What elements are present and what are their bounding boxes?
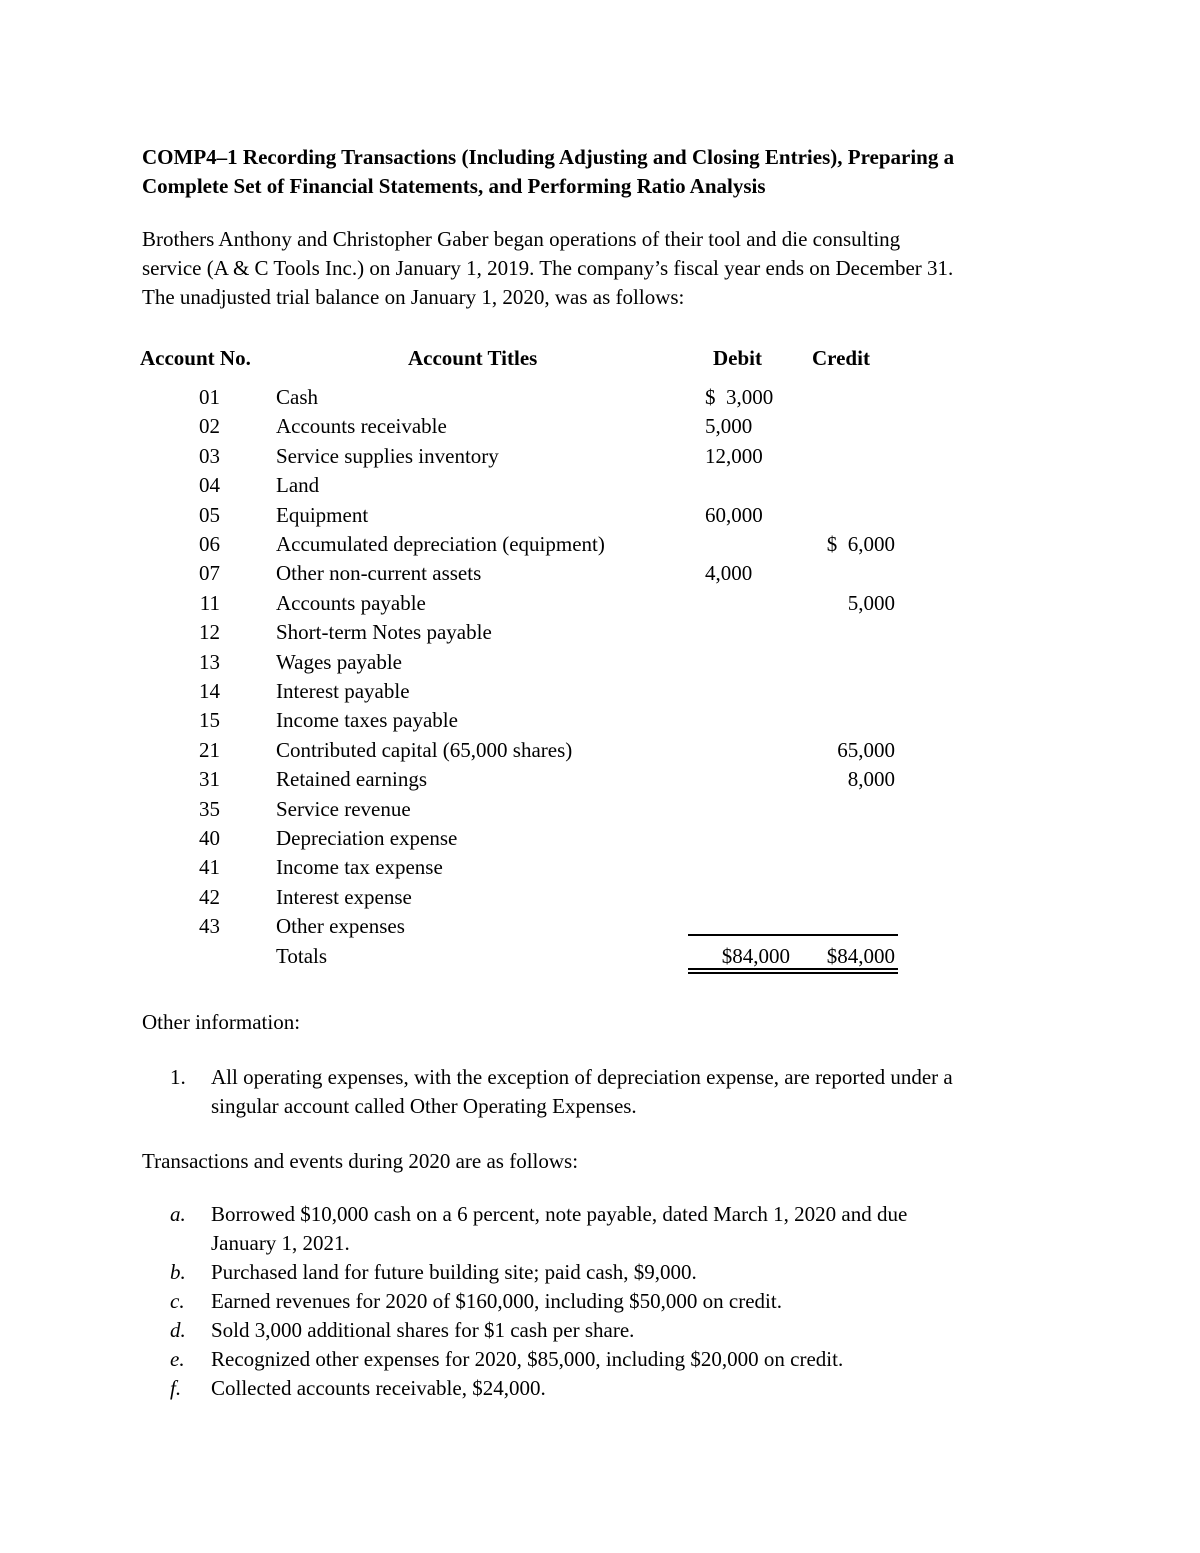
account-title: Short-term Notes payable [276, 620, 492, 645]
list-marker: d. [170, 1318, 186, 1342]
credit-amount: 65,000 [837, 737, 895, 762]
debit-amount: 60,000 [705, 502, 763, 527]
intro-line-1: Brothers Anthony and Christopher Gaber began operations of their tool and die consulting [142, 227, 901, 251]
account-number: 02 [199, 414, 220, 439]
account-number: 43 [199, 914, 220, 939]
account-title: Interest payable [276, 679, 410, 703]
table-row [0, 765, 1200, 794]
list-marker: e. [170, 1347, 185, 1371]
table-row [0, 383, 1200, 412]
account-number: 40 [199, 826, 220, 850]
title-line-2: Complete Set of Financial Statements, and Performing Ratio Analysis [142, 174, 766, 198]
table-row [0, 618, 1200, 647]
list-marker: b. [170, 1260, 186, 1284]
list-item-text: Earned revenues for 2020 of $160,000, including $50,000 on credit. [211, 1289, 782, 1313]
account-number: 05 [199, 502, 220, 527]
account-number: 31 [199, 767, 220, 792]
account-title: Income taxes payable [276, 708, 458, 733]
list-item-text [211, 1063, 1061, 1121]
table-row [0, 912, 1200, 941]
debit-amount: 4,000 [705, 561, 753, 586]
totals-double-rule-1 [688, 968, 898, 970]
table-row [0, 648, 1200, 677]
account-number: 13 [199, 649, 220, 674]
list-item-text [211, 1200, 1061, 1258]
list-marker: 1. [170, 1065, 186, 1089]
credit-amount: $ 6,000 [826, 532, 895, 556]
account-title: Land [276, 473, 320, 498]
account-title: Wages payable [276, 649, 402, 674]
account-number: 06 [199, 532, 220, 556]
list-marker: a. [170, 1202, 186, 1226]
account-number: 35 [199, 796, 220, 821]
other-info-heading: Other information: [142, 1010, 301, 1034]
list-item-text: Purchased land for future building site; paid cash, $9,000. [211, 1260, 697, 1284]
totals-rule-top [688, 934, 898, 936]
table-row [0, 501, 1200, 530]
list-item-line: All operating expenses, with the exception of depreciation expense, are reported under a [211, 1065, 953, 1089]
account-number: 04 [199, 473, 220, 498]
account-title: Service supplies inventory [276, 443, 499, 468]
list-item-line: January 1, 2021. [211, 1231, 350, 1255]
intro-line-3: The unadjusted trial balance on January 1, 2020, was as follows: [142, 285, 685, 309]
totals-credit: $84,000 [826, 944, 895, 968]
account-number: 41 [199, 855, 220, 880]
totals-label: Totals [276, 944, 328, 968]
account-title: Income tax expense [276, 855, 443, 880]
header-account-no: Account No. [140, 346, 251, 370]
intro-line-2: service (A & C Tools Inc.) on January 1, 2019. The company’s fiscal year ends on December 31. [142, 256, 954, 280]
account-title: Retained earnings [276, 767, 428, 792]
table-row [0, 883, 1200, 912]
account-number: 12 [199, 620, 220, 645]
table-row [0, 530, 1200, 559]
list-item-text: Collected accounts receivable, $24,000. [211, 1376, 546, 1400]
intro-paragraph [142, 225, 1082, 312]
table-row [0, 853, 1200, 882]
account-number: 11 [199, 590, 220, 615]
list-item-text: Sold 3,000 additional shares for $1 cash per share. [211, 1318, 635, 1342]
table-row [0, 706, 1200, 735]
credit-amount: 5,000 [847, 590, 895, 615]
title-line-1: COMP4–1 Recording Transactions (Including Adjusting and Closing Entries), Preparing a [142, 145, 955, 169]
account-number: 07 [199, 561, 220, 586]
debit-amount: $ 3,000 [705, 385, 774, 409]
table-row [0, 795, 1200, 824]
account-title: Other non-current assets [276, 561, 482, 586]
account-title: Contributed capital (65,000 shares) [276, 737, 573, 762]
totals-double-rule-2 [688, 972, 898, 974]
account-number: 01 [199, 385, 220, 409]
account-number: 21 [199, 737, 220, 762]
debit-amount: 12,000 [705, 443, 763, 468]
totals-row [0, 942, 1200, 971]
table-row [0, 736, 1200, 765]
table-row [0, 589, 1200, 618]
list-item-line: Borrowed $10,000 cash on a 6 percent, note payable, dated March 1, 2020 and due [211, 1202, 908, 1226]
account-title: Other expenses [276, 914, 405, 939]
account-title: Accounts receivable [276, 414, 447, 439]
header-account-titles: Account Titles [408, 346, 538, 370]
list-item-text: Recognized other expenses for 2020, $85,000, including $20,000 on credit. [211, 1347, 844, 1371]
list-marker: c. [170, 1289, 185, 1313]
list-marker: f. [170, 1376, 182, 1400]
header-credit: Credit [812, 346, 870, 370]
account-number: 42 [199, 884, 220, 909]
account-title: Cash [276, 385, 318, 409]
account-title: Depreciation expense [276, 826, 458, 850]
table-row [0, 824, 1200, 853]
list-item-line: singular account called Other Operating Expenses. [211, 1094, 637, 1118]
table-row [0, 559, 1200, 588]
table-row [0, 442, 1200, 471]
table-row [0, 677, 1200, 706]
account-number: 14 [199, 679, 220, 703]
table-row [0, 412, 1200, 441]
totals-debit: $84,000 [721, 944, 790, 968]
account-number: 03 [199, 443, 220, 468]
credit-amount: 8,000 [847, 767, 895, 792]
account-title: Service revenue [276, 796, 411, 821]
account-title: Accumulated depreciation (equipment) [276, 532, 605, 556]
account-title: Interest expense [276, 884, 412, 909]
account-number: 15 [199, 708, 220, 733]
account-title: Equipment [276, 502, 369, 527]
table-row [0, 471, 1200, 500]
transactions-heading: Transactions and events during 2020 are as follows: [142, 1149, 579, 1173]
problem-title [142, 143, 1082, 201]
header-debit: Debit [713, 346, 762, 370]
debit-amount: 5,000 [705, 414, 753, 439]
account-title: Accounts payable [276, 590, 426, 615]
